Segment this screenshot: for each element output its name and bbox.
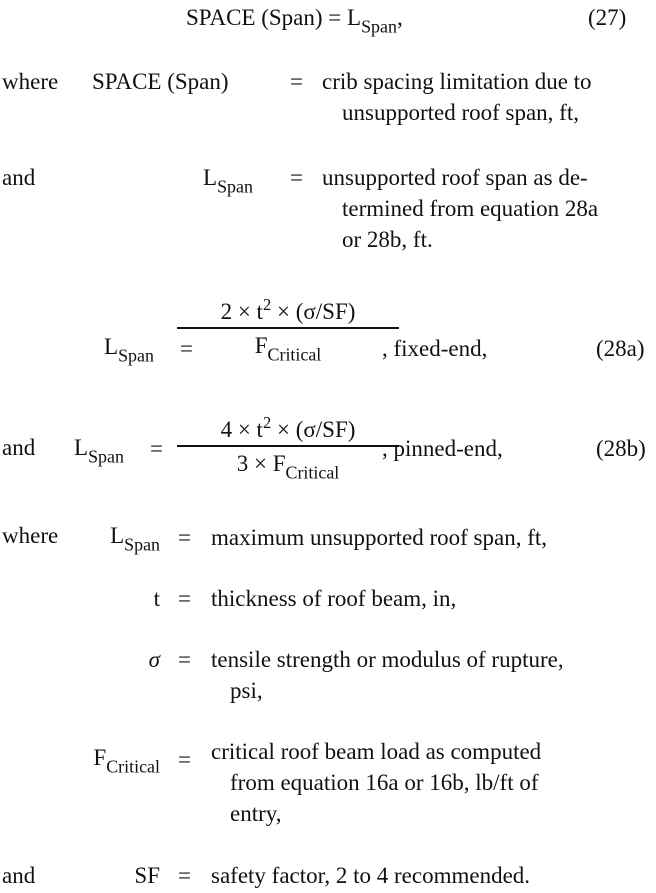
where2-item-sigma-symbol: σ (148, 647, 160, 672)
where2-item-sigma-text-2: psi, (230, 678, 263, 703)
where2-item-lspan-text: maximum unsupported roof span, ft, (211, 525, 548, 550)
where2-item-t-equals: = (178, 586, 191, 611)
where2-item-fcritical-text-3: entry, (230, 801, 282, 826)
eq28b-fraction-bar (177, 445, 399, 447)
def2-text-3: or 28b, ft. (342, 227, 433, 252)
where2-item-sf-text: safety factor, 2 to 4 recommended. (211, 863, 531, 888)
eq28b-lhs (74, 435, 124, 467)
where2-item-fcritical-text-2: from equation 16a or 16b, lb/ft of (230, 770, 539, 795)
where2-lead: where (2, 523, 59, 548)
eq28a-number: (28a) (596, 336, 645, 361)
where2-item-sf-symbol: SF (134, 863, 160, 888)
eq28a-tail: , fixed-end, (382, 336, 488, 361)
eq28b-lhs-sub: Span (88, 446, 124, 467)
eq28b-lead: and (2, 435, 36, 460)
equation-27-number: (27) (588, 5, 627, 30)
def2-symbol-sub: Span (217, 176, 253, 197)
eq27-lhs: SPACE (Span) = L (186, 5, 362, 30)
eq28a-fraction-bar (177, 327, 399, 329)
eq28b-number: (28b) (596, 436, 646, 461)
where2-item-t-text: thickness of roof beam, in, (211, 586, 457, 611)
eq28a-lhs-base: L (104, 334, 119, 359)
where2-item-lspan-symbol: $L_{Span}$ (110, 523, 160, 555)
eq28a-numerator: $2 \times t^2 \times (\sigma/SF)$ (220, 294, 356, 324)
def1-symbol: SPACE (Span) (92, 69, 229, 94)
where2-item-fcritical-equals: = (178, 747, 191, 772)
where2-item-t-symbol: t (153, 586, 160, 611)
eq28a-equals: = (180, 336, 193, 361)
def2-symbol-base: L (203, 165, 218, 190)
eq28b-fraction (177, 412, 399, 483)
where2-item-sigma-text-1: tensile strength or modulus of rupture, (211, 647, 564, 672)
eq28b-lhs-base: L (74, 435, 89, 460)
eq27-lhs-sub: Span (361, 16, 397, 37)
def1-lead: where (2, 69, 59, 94)
where2-item-sf-lead: and (2, 863, 36, 888)
where2-item-sf-equals: = (178, 863, 191, 888)
eq28b-tail: , pinned-end, (382, 436, 503, 461)
where2-item-lspan-equals: = (178, 525, 191, 550)
def2-text-1: unsupported roof span as de- (322, 165, 588, 190)
eq28a-fraction (177, 294, 399, 365)
def1-text-2: unsupported roof span, ft, (342, 100, 579, 125)
equation-27 (186, 5, 403, 37)
def1-equals: = (290, 69, 303, 94)
eq28b-numerator: $4 \times t^2 \times (\sigma/SF)$ (220, 412, 356, 442)
where2-item-fcritical-symbol: $F_{Critical}$ (93, 745, 160, 777)
eq28a-lhs (104, 334, 154, 366)
def2-lead: and (2, 165, 36, 190)
eq28b-equals: = (150, 436, 163, 461)
eq28a-lhs-sub: Span (118, 345, 154, 366)
def1-text-1: crib spacing limitation due to (322, 69, 592, 94)
def2-text-2: termined from equation 28a (342, 196, 599, 221)
eq28a-denominator: $F_{Critical}$ (254, 332, 322, 365)
where2-item-fcritical-text-1: critical roof beam load as computed (211, 739, 542, 764)
def2-symbol (203, 165, 253, 197)
def2-equals: = (290, 165, 303, 190)
eq28b-denominator: $3 \times F_{Critical}$ (236, 450, 340, 483)
eq27-comma: , (396, 5, 403, 30)
where2-item-sigma-equals: = (178, 647, 191, 672)
